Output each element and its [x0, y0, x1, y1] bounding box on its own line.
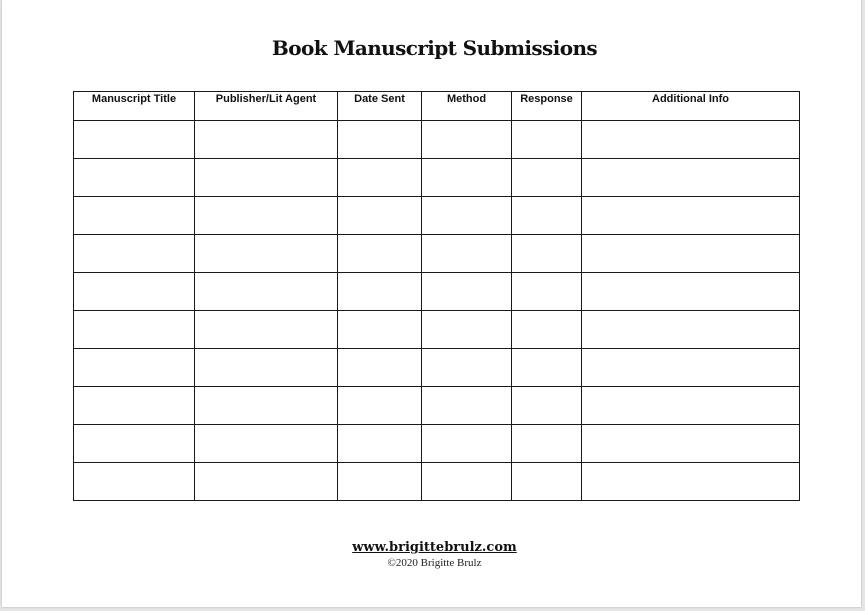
table-row	[74, 273, 800, 311]
cell-date-sent[interactable]	[338, 425, 422, 463]
column-header-publisher: Publisher/Lit Agent	[195, 92, 338, 121]
table-body	[74, 121, 800, 501]
cell-response[interactable]	[512, 159, 582, 197]
cell-response[interactable]	[512, 197, 582, 235]
footer-website-link[interactable]: www.brigittebrulz.com	[352, 540, 517, 555]
table-row	[74, 159, 800, 197]
cell-publisher[interactable]	[195, 425, 338, 463]
cell-response[interactable]	[512, 235, 582, 273]
cell-publisher[interactable]	[195, 159, 338, 197]
table-header-row	[74, 92, 800, 121]
submissions-table	[73, 91, 800, 501]
column-header-date-sent: Date Sent	[338, 92, 422, 121]
cell-manuscript-title[interactable]	[74, 197, 195, 235]
cell-publisher[interactable]	[195, 235, 338, 273]
cell-method[interactable]	[422, 197, 512, 235]
cell-publisher[interactable]	[195, 387, 338, 425]
cell-method[interactable]	[422, 311, 512, 349]
cell-response[interactable]	[512, 349, 582, 387]
footer-copyright: ©2020 Brigitte Brulz	[387, 557, 482, 569]
column-header-response: Response	[512, 92, 582, 121]
cell-response[interactable]	[512, 425, 582, 463]
table-row	[74, 311, 800, 349]
cell-response[interactable]	[512, 121, 582, 159]
cell-additional-info[interactable]	[582, 235, 800, 273]
cell-publisher[interactable]	[195, 197, 338, 235]
cell-method[interactable]	[422, 387, 512, 425]
cell-date-sent[interactable]	[338, 235, 422, 273]
table-row	[74, 425, 800, 463]
cell-manuscript-title[interactable]	[74, 349, 195, 387]
cell-manuscript-title[interactable]	[74, 387, 195, 425]
page-title: Book Manuscript Submissions	[271, 36, 598, 60]
table-row	[74, 349, 800, 387]
cell-method[interactable]	[422, 273, 512, 311]
cell-method[interactable]	[422, 425, 512, 463]
table-row	[74, 235, 800, 273]
cell-date-sent[interactable]	[338, 159, 422, 197]
cell-additional-info[interactable]	[582, 273, 800, 311]
cell-method[interactable]	[422, 121, 512, 159]
cell-response[interactable]	[512, 273, 582, 311]
cell-publisher[interactable]	[195, 349, 338, 387]
table-row	[74, 463, 800, 501]
cell-manuscript-title[interactable]	[74, 273, 195, 311]
cell-response[interactable]	[512, 463, 582, 501]
cell-additional-info[interactable]	[582, 387, 800, 425]
cell-publisher[interactable]	[195, 121, 338, 159]
cell-date-sent[interactable]	[338, 273, 422, 311]
cell-additional-info[interactable]	[582, 197, 800, 235]
column-header-method: Method	[422, 92, 512, 121]
column-header-additional-info: Additional Info	[582, 92, 800, 121]
cell-date-sent[interactable]	[338, 197, 422, 235]
cell-additional-info[interactable]	[582, 425, 800, 463]
table-row	[74, 121, 800, 159]
cell-date-sent[interactable]	[338, 387, 422, 425]
cell-date-sent[interactable]	[338, 311, 422, 349]
cell-method[interactable]	[422, 349, 512, 387]
cell-additional-info[interactable]	[582, 121, 800, 159]
cell-manuscript-title[interactable]	[74, 463, 195, 501]
cell-date-sent[interactable]	[338, 121, 422, 159]
cell-manuscript-title[interactable]	[74, 121, 195, 159]
cell-manuscript-title[interactable]	[74, 311, 195, 349]
cell-additional-info[interactable]	[582, 159, 800, 197]
cell-publisher[interactable]	[195, 273, 338, 311]
cell-manuscript-title[interactable]	[74, 159, 195, 197]
table-row	[74, 387, 800, 425]
cell-date-sent[interactable]	[338, 349, 422, 387]
cell-additional-info[interactable]	[582, 463, 800, 501]
column-header-manuscript-title: Manuscript Title	[74, 92, 195, 121]
cell-publisher[interactable]	[195, 463, 338, 501]
cell-manuscript-title[interactable]	[74, 235, 195, 273]
cell-publisher[interactable]	[195, 311, 338, 349]
cell-method[interactable]	[422, 159, 512, 197]
cell-method[interactable]	[422, 463, 512, 501]
cell-method[interactable]	[422, 235, 512, 273]
cell-response[interactable]	[512, 311, 582, 349]
document-page	[2, 0, 861, 607]
cell-date-sent[interactable]	[338, 463, 422, 501]
cell-manuscript-title[interactable]	[74, 425, 195, 463]
table-row	[74, 197, 800, 235]
cell-additional-info[interactable]	[582, 311, 800, 349]
cell-response[interactable]	[512, 387, 582, 425]
cell-additional-info[interactable]	[582, 349, 800, 387]
